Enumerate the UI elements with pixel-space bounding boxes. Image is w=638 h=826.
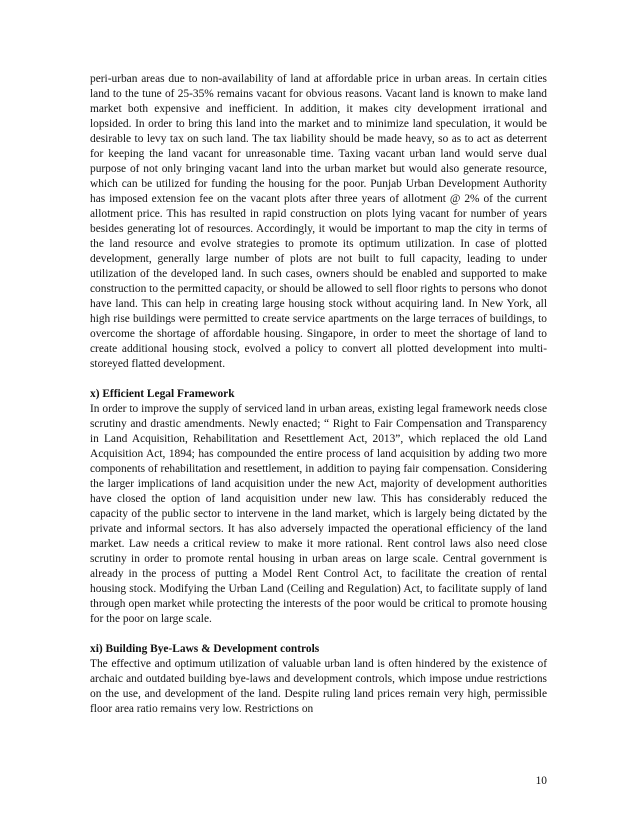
section-body-bye-laws: The effective and optimum utilization of valuable urban land is often hindered by the existence of archaic and outdated building bye-laws and development controls, which impose undue restrictions on the use, and development of the land. Despite ruling land prices remain very high, permissible floor area ratio remains very low. Restrictions on — [90, 658, 547, 715]
section-heading-legal-framework: x) Efficient Legal Framework — [90, 388, 235, 400]
paragraph-gap — [90, 372, 547, 387]
paragraph-gap — [90, 627, 547, 642]
section-body-legal-framework: In order to improve the supply of serviced land in urban areas, existing legal framework needs close scrutiny and drastic amendments. Newly enacted; “ Right to Fair Compensation and Transparency in Land Acquisition, Rehabilitation and Resettlement Act, 2013”, which replaced the old Land Acquisition Act, 1894; has compounded the entire process of land acquisition by adding two more components of rehabilitation and resettlement, in addition to paying fair compensation. Considering the larger implications of land acquisition under the new Act, majority of development authorities have closed the option of land acquisition under new law. This has considerably reduced the capacity of the public sector to intervene in the land market, which is largely being dictated by the private and informal sectors. It has also adversely impacted the operational efficiency of the land market. Law needs a critical review to make it more rational. Rent control laws also need close scrutiny in order to promote rental housing in urban areas on large scale. Central government is already in the process of putting a Model Rent Control Act, to facilitate the creation of rental housing stock. Modifying the Urban Land (Ceiling and Regulation) Act, to facilitate supply of land through open market while protecting the interests of the poor would be critical to promote housing for the poor on large scale. — [90, 403, 547, 625]
section-heading-bye-laws: xi) Building Bye-Laws & Development controls — [90, 643, 320, 655]
page-content — [90, 72, 547, 717]
page-number: 10 — [535, 775, 547, 787]
body-paragraph-continued: peri-urban areas due to non-availability of land at affordable price in urban areas. In certain cities land to the tune of 25-35% remains vacant for obvious reasons. Vacant land is known to make land market both expensive and inefficient. In addition, it makes city development irrational and lopsided. In order to bring this land into the market and to minimize land speculation, it would be desirable to levy tax on such land. The tax liability should be made heavy, so as to act as deterrent for keeping the land vacant for unreasonable time. Taxing vacant urban land would serve dual purpose of not only bringing vacant land into the urban market but would also generate resource, which can be utilized for funding the housing for the poor. Punjab Urban Development Authority has imposed extension fee on the vacant plots after three years of allotment @ 2% of the current allotment price. This has resulted in rapid construction on plots lying vacant for number of years besides generating lot of resources. Accordingly, it would be important to map the city in terms of the land resource and evolve strategies to promote its optimum utilization. In case of plotted development, generally large number of plots are not built to full capacity, leading to under utilization of the developed land. In such cases, owners should be enabled and supported to make construction to the permitted capacity, or should be allowed to sell floor rights to persons who donot have land. This can help in creating large housing stock without acquiring land. In New York, all high rise buildings were permitted to create service apartments on the large terraces of buildings, to overcome the shortage of affordable housing. Singapore, in order to meet the shortage of land to create additional housing stock, evolved a policy to convert all plotted development into multi-storeyed flatted development. — [90, 73, 548, 370]
